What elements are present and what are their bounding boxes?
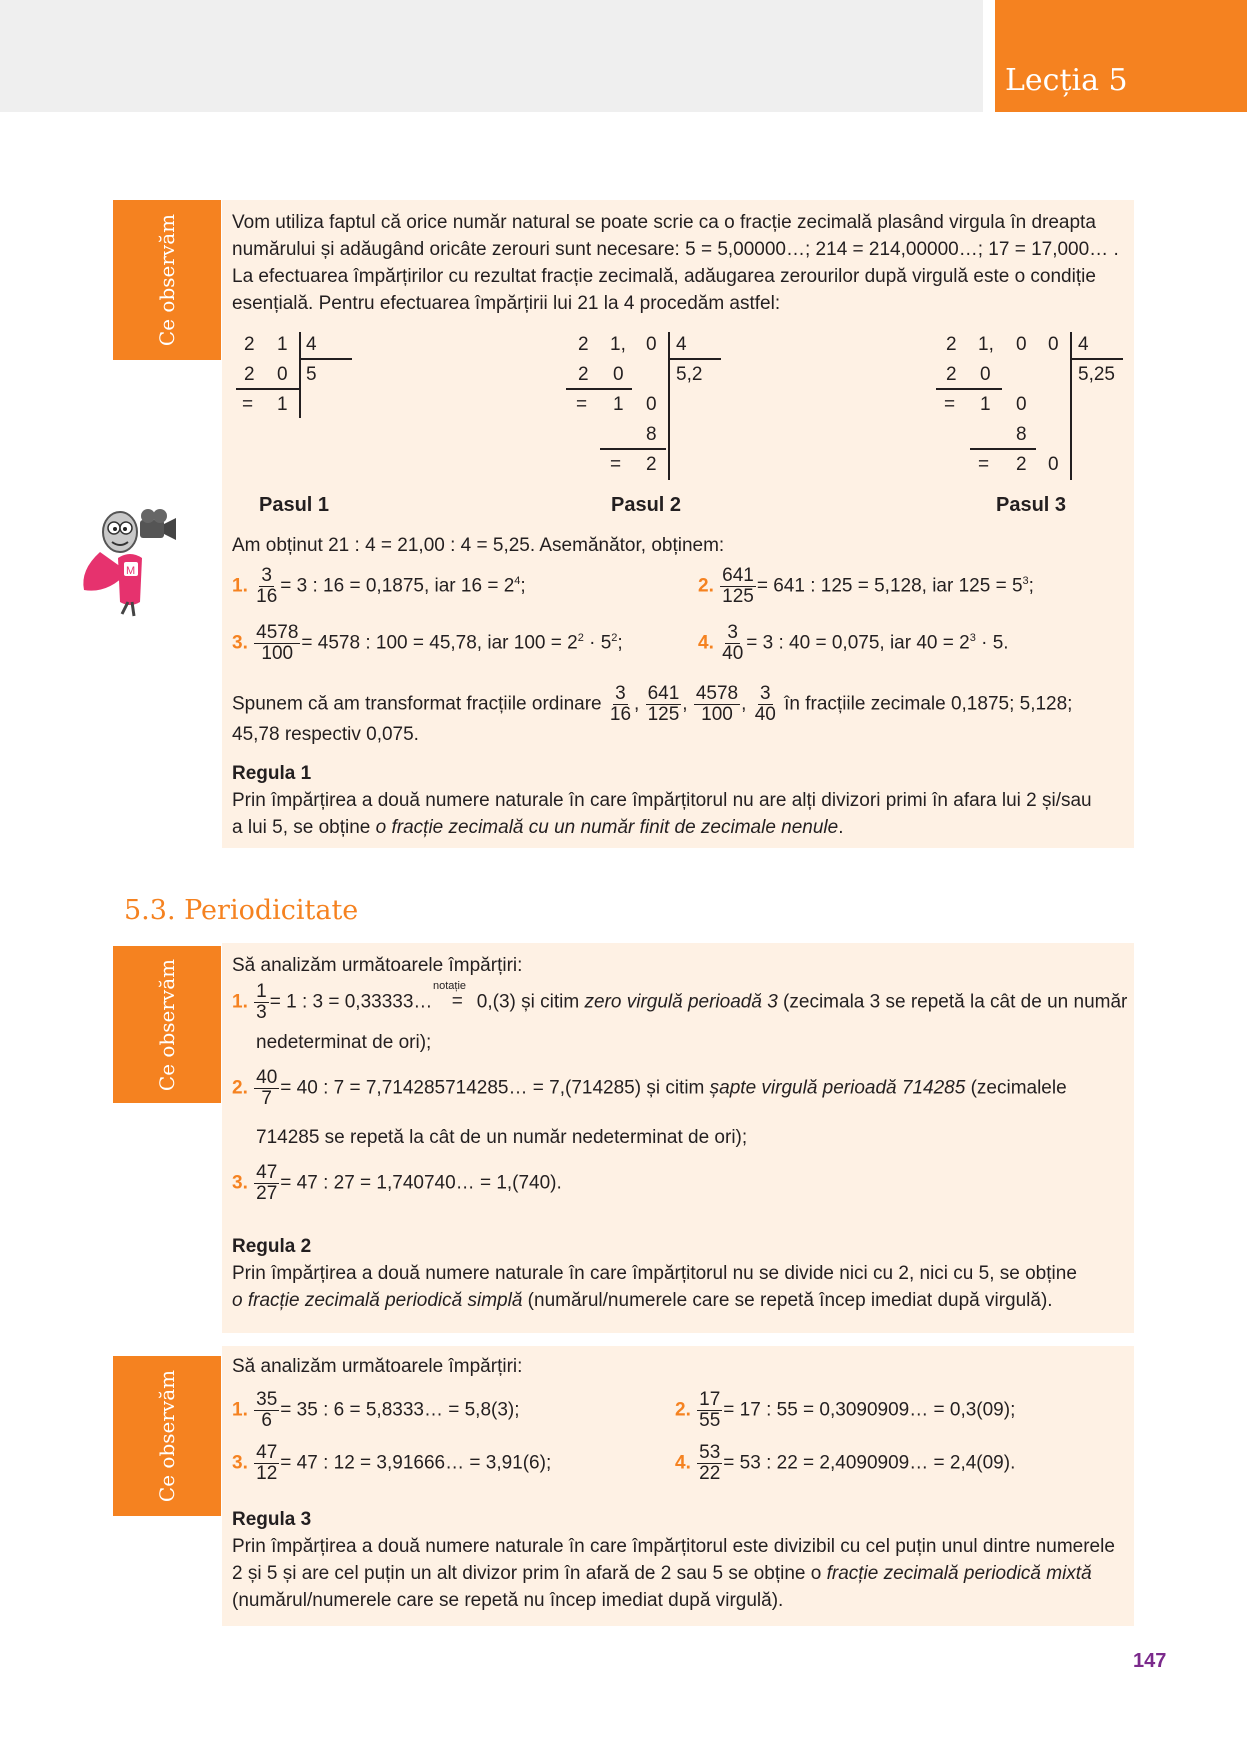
- step-label-2: Pasul 2: [611, 494, 682, 516]
- box2-intro: Să analizăm următoarele împărțiri:: [232, 955, 523, 976]
- example-2-1-line2: nedeterminat de ori);: [256, 1032, 432, 1053]
- lesson-tab: Lecția 5: [995, 0, 1247, 112]
- observation-tag-2: Ce observăm: [113, 946, 221, 1103]
- fraction: $\frac{3}{40}$: [722, 622, 744, 664]
- example-1-3: 3. $\frac{4578}{100}$ = 4578 : 100 = 45,78, iar $100 = 2^2 \cdot 5^2$;: [232, 622, 623, 664]
- notation-label: notație: [433, 980, 467, 992]
- example-2-2: 2. $\frac{40}{7}$ = 40 : 7 = 7,714285714285… = 7,(714285) și citim șapte virgulă perioadă 714285 (zecimalele: [232, 1067, 1067, 1109]
- example-3-3: 3. $\frac{47}{12}$ = 47 : 12 = 3,91666… = 3,91(6);: [232, 1442, 552, 1484]
- rule-2: Regula 2 Prin împărțirea a două numere naturale în care împărțitorul nu se divide nici cu 2, nici cu 5, se obține o fracție zecimală periodică simplă (numărul/numerele care se repetă încep imediat după virgulă).: [232, 1236, 1077, 1311]
- fraction: $\frac{641}{125}$: [722, 565, 754, 607]
- step-label-1: Pasul 1: [259, 494, 330, 516]
- fraction: $\frac{40}{7}$: [256, 1067, 278, 1109]
- mascot-illustration: [78, 498, 188, 620]
- fraction: $\frac{53}{22}$: [699, 1442, 721, 1484]
- fraction: $\frac{4578}{100}$: [256, 622, 299, 664]
- fraction: $\frac{47}{27}$: [256, 1162, 278, 1204]
- example-1-1: 1. $\frac{3}{16}$ = 3 : 16 = 0,1875, iar $16 = 2^4$;: [232, 565, 526, 607]
- example-2-1: 1. $\frac{1}{3}$ = 1 : 3 = 0,33333… = 0,(3) și citim zero virgulă perioadă 3 (zecimala 3 se repetă la cât de un număr: [232, 981, 1128, 1023]
- observation-tag-3: Ce observăm: [113, 1356, 221, 1516]
- rule-1: Regula 1 Prin împărțirea a două numere naturale în care împărțitorul nu are alți divizori primi în afara lui 2 și/sau a lui 5, se obține o fracție zecimală cu un număr finit de zecimale nenule.: [232, 763, 1092, 838]
- fraction: $\frac{3}{16}$: [609, 683, 632, 725]
- fraction: $\frac{35}{6}$: [256, 1389, 278, 1431]
- box1-intro: Vom utiliza faptul că orice număr natural se poate scrie ca o fracție zecimală plasând virgula în dreapta numărului și adăugând oricâte zerouri sunt necesare: 5 = 5,00000…; 214 = 214,00000…; 17 = 17,000… . La efectuarea împărțirilor cu rezultat fracție zecimală, adăugarea zerourilor după virgulă este o condiție esențială. Pentru efectuarea împărțirii lui 21 la 4 procedăm astfel:: [232, 212, 1119, 314]
- rule-3: Regula 3 Prin împărțirea a două numere naturale în care împărțitorul este divizibil cu cel puțin unul dintre numerele 2 și 5 și are cel puțin un alt divizor prim în afară de 2 sau 5 se obține o fracție zecimală periodică mixtă (numărul/numerele care se repetă nu încep imediat după virgulă).: [232, 1509, 1115, 1611]
- fraction: $\frac{17}{55}$: [699, 1389, 721, 1431]
- fraction: $\frac{4578}{100}$: [695, 683, 739, 725]
- box3-intro: Să analizăm următoarele împărțiri:: [232, 1356, 523, 1377]
- example-3-1: 1. $\frac{35}{6}$ = 35 : 6 = 5,8333… = 5,8(3);: [232, 1389, 520, 1431]
- header-bar: [0, 0, 983, 112]
- fraction: $\frac{641}{125}$: [647, 683, 680, 725]
- observation-tag-1: Ce observăm: [113, 200, 221, 360]
- fraction: $\frac{47}{12}$: [256, 1442, 278, 1484]
- example-2-2-line2: 714285 se repetă la cât de un număr nedeterminat de ori);: [256, 1127, 748, 1148]
- fraction: $\frac{3}{16}$: [256, 565, 278, 607]
- example-3-4: 4. $\frac{53}{22}$ = 53 : 22 = 2,4090909… = 2,4(09).: [675, 1442, 1016, 1484]
- fraction: $\frac{1}{3}$: [256, 981, 267, 1023]
- example-1-2: 2. $\frac{641}{125}$ = 641 : 125 = 5,128, iar $125 = 5^3$;: [698, 565, 1034, 607]
- svg-text:M: M: [126, 565, 136, 577]
- step-label-3: Pasul 3: [996, 494, 1067, 516]
- fraction: $\frac{3}{40}$: [754, 683, 776, 725]
- spunem-line-2: 45,78 respectiv 0,075.: [232, 724, 419, 745]
- page-number: 147: [1133, 1650, 1167, 1672]
- example-3-2: 2. $\frac{17}{55}$ = 17 : 55 = 0,3090909… = 0,3(09);: [675, 1389, 1016, 1431]
- section-title: 5.3. Periodicitate: [124, 895, 359, 926]
- spunem-line: Spunem că am transformat fracțiile ordinare $\frac{3}{16}$ , $\frac{641}{125}$ , $\frac{4578}{100}$ , $\frac{3}{40}$ în fracțiile zecimale 0,1875; 5,128;: [232, 683, 1073, 725]
- obtained-line: Am obținut 21 : 4 = 21,00 : 4 = 5,25. Asemănător, obținem:: [232, 535, 725, 556]
- example-2-3: 3. $\frac{47}{27}$ = 47 : 27 = 1,740740… = 1,(740).: [232, 1162, 562, 1204]
- example-1-4: 4. $\frac{3}{40}$ = 3 : 40 = 0,075, iar $40 = 2^3 \cdot 5$.: [698, 622, 1009, 664]
